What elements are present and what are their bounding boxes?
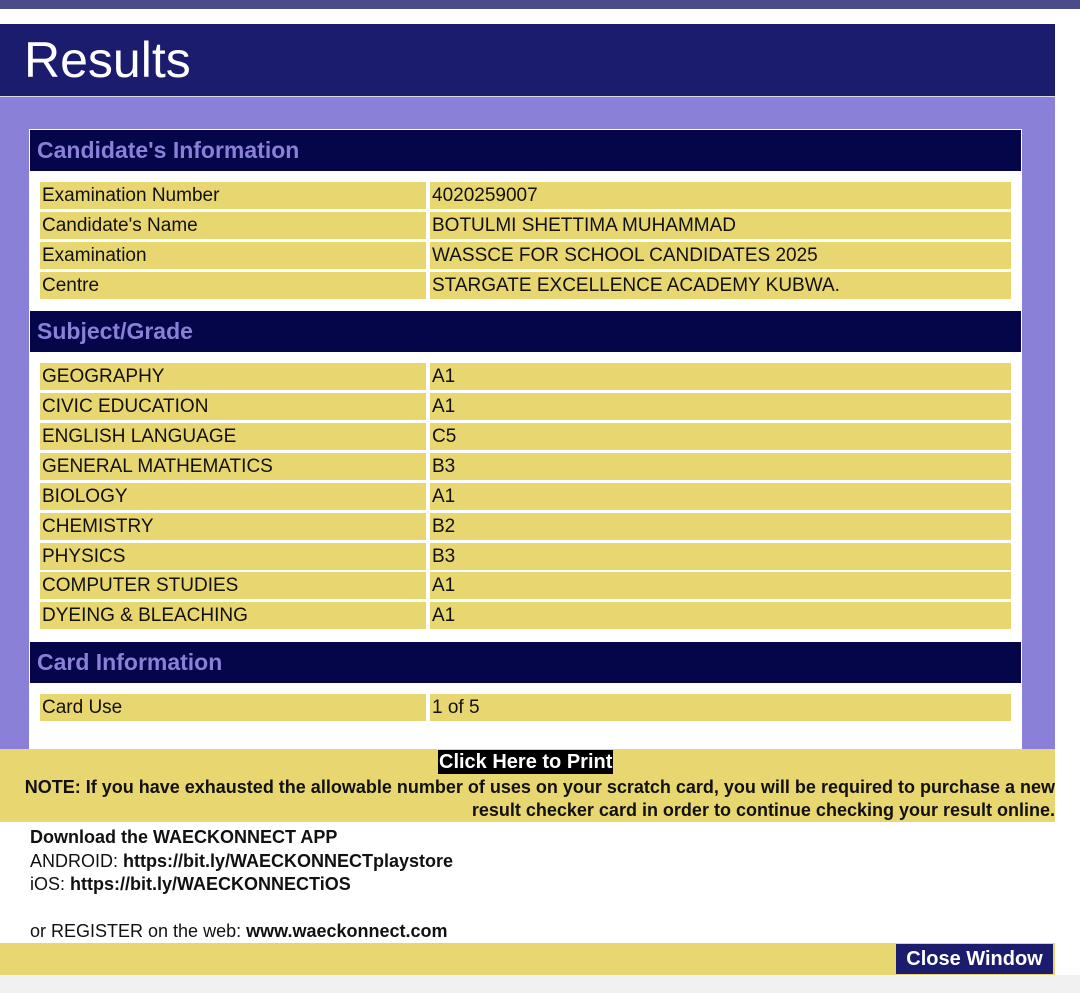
subject-cell (40, 483, 426, 510)
download-app-section (30, 826, 453, 944)
info-value: BOTULMI SHETTIMA MUHAMMAD (432, 215, 737, 236)
card-value: 1 of 5 (432, 697, 480, 718)
info-value-cell (430, 272, 1011, 299)
note-body: If you have exhausted the allowable number of uses on your scratch card, you will be required to purchase a new result checker card in order to continue checking your result online. (85, 777, 1055, 820)
subject-cell (40, 602, 426, 629)
info-value: STARGATE EXCELLENCE ACADEMY KUBWA. (432, 275, 840, 296)
download-heading: Download the WAECKONNECT APP (30, 827, 338, 847)
info-label: Centre (42, 275, 100, 296)
print-section (0, 749, 1055, 822)
card-use-row (40, 694, 1011, 721)
subject-grade-heading (30, 311, 1021, 352)
subject-row (40, 363, 1011, 390)
card-label-cell (40, 694, 426, 721)
footer-background (0, 975, 1080, 993)
grade-value: C5 (432, 426, 457, 447)
grade-value: B3 (432, 546, 456, 567)
grade-value: B3 (432, 456, 456, 477)
info-row-examination (40, 242, 1011, 269)
subject-cell (40, 572, 426, 599)
candidate-info-heading (30, 130, 1021, 171)
info-value-cell (430, 212, 1011, 239)
grade-value: A1 (432, 486, 456, 507)
subject-name: PHYSICS (42, 546, 126, 567)
results-header (0, 24, 1055, 97)
subject-cell (40, 543, 426, 570)
info-label: Examination (42, 245, 147, 266)
ios-label: iOS: (30, 874, 66, 894)
info-row-candidate-name (40, 212, 1011, 239)
subject-cell (40, 453, 426, 480)
subject-name: COMPUTER STUDIES (42, 575, 239, 596)
subject-name: CIVIC EDUCATION (42, 396, 209, 417)
subject-row (40, 543, 1011, 570)
info-row-centre (40, 272, 1011, 299)
info-label-cell (40, 182, 426, 209)
info-label-cell (40, 272, 426, 299)
close-bar (0, 943, 1055, 975)
grade-cell (430, 453, 1011, 480)
subject-name: ENGLISH LANGUAGE (42, 426, 237, 447)
info-value: 4020259007 (432, 185, 538, 206)
register-label: or REGISTER on the web: (30, 921, 242, 941)
grade-value: B2 (432, 516, 456, 537)
info-label-cell (40, 242, 426, 269)
subject-name: BIOLOGY (42, 486, 128, 507)
info-label: Examination Number (42, 185, 220, 206)
note-label: NOTE: (24, 777, 81, 797)
close-window-button[interactable]: Close Window (896, 944, 1053, 974)
results-box (29, 129, 1022, 749)
info-label-cell (40, 212, 426, 239)
note-text (10, 776, 1055, 822)
subject-name: GEOGRAPHY (42, 366, 165, 387)
section-title: Card Information (37, 649, 223, 675)
ios-link[interactable]: https://bit.ly/WAECKONNECTiOS (70, 874, 351, 894)
info-row-exam-number (40, 182, 1011, 209)
print-button[interactable]: Click Here to Print (439, 751, 613, 773)
subject-cell (40, 423, 426, 450)
page-title: Results (24, 32, 191, 88)
subject-row (40, 393, 1011, 420)
grade-cell (430, 363, 1011, 390)
info-value-cell (430, 182, 1011, 209)
subject-row (40, 602, 1011, 629)
section-title: Candidate's Information (37, 137, 300, 163)
register-link[interactable]: www.waeckonnect.com (246, 921, 448, 941)
subject-row (40, 453, 1011, 480)
info-label: Candidate's Name (42, 215, 198, 236)
subject-cell (40, 513, 426, 540)
info-value: WASSCE FOR SCHOOL CANDIDATES 2025 (432, 245, 818, 266)
grade-value: A1 (432, 575, 456, 596)
section-title: Subject/Grade (37, 318, 193, 344)
subject-row (40, 572, 1011, 599)
grade-value: A1 (432, 366, 456, 387)
grade-cell (430, 572, 1011, 599)
subject-row (40, 483, 1011, 510)
top-bar (0, 0, 1080, 9)
card-value-cell (430, 694, 1011, 721)
subject-name: DYEING & BLEACHING (42, 605, 248, 626)
subject-row (40, 423, 1011, 450)
card-info-heading (30, 642, 1021, 683)
subject-cell (40, 363, 426, 390)
info-value-cell (430, 242, 1011, 269)
grade-cell (430, 513, 1011, 540)
android-link[interactable]: https://bit.ly/WAECKONNECTplaystore (123, 850, 454, 871)
grade-cell (430, 543, 1011, 570)
android-label: ANDROID: (30, 850, 119, 871)
card-label: Card Use (42, 697, 123, 718)
subject-row (40, 513, 1011, 540)
grade-cell (430, 602, 1011, 629)
grade-cell (430, 423, 1011, 450)
subject-name: CHEMISTRY (42, 516, 154, 537)
grade-cell (430, 393, 1011, 420)
grade-value: A1 (432, 396, 456, 417)
subject-name: GENERAL MATHEMATICS (42, 456, 273, 477)
grade-value: A1 (432, 605, 456, 626)
subject-cell (40, 393, 426, 420)
grade-cell (430, 483, 1011, 510)
